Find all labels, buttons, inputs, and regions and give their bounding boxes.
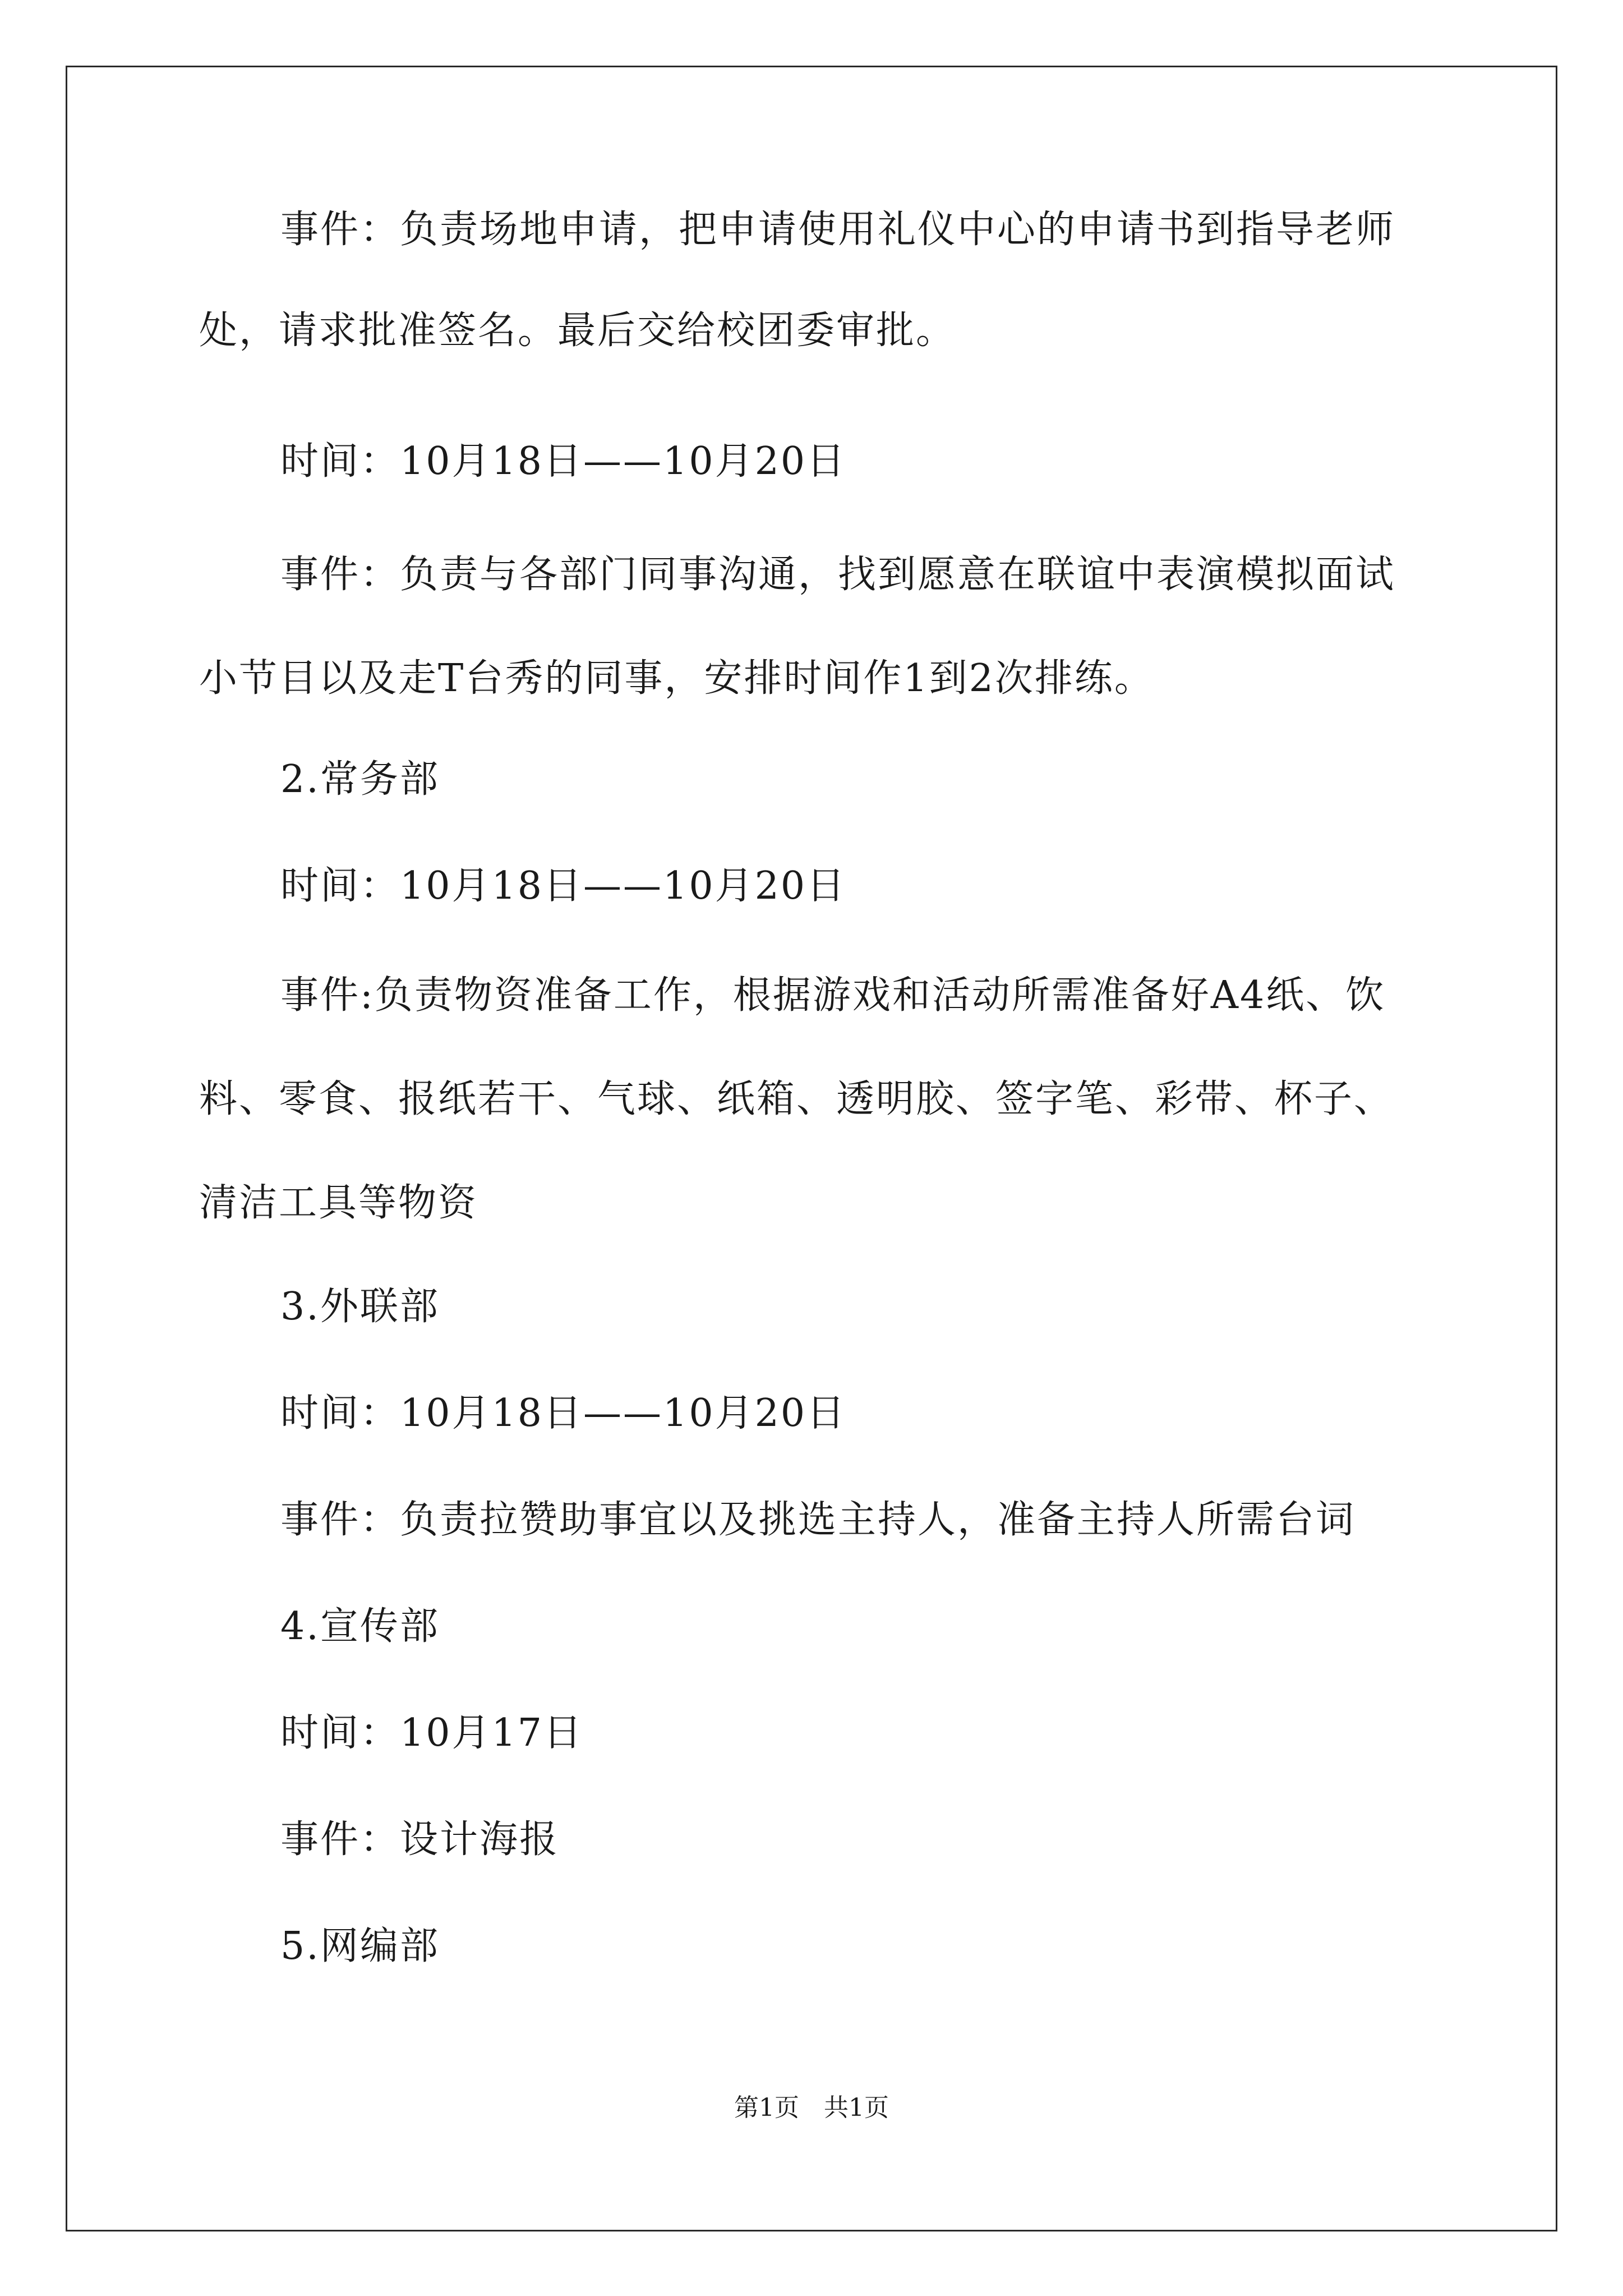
paragraph-line: 时间：10月17日 bbox=[280, 1711, 584, 1755]
paragraph-line: 时间：10月18日——10月20日 bbox=[280, 1391, 847, 1435]
page-border bbox=[66, 66, 1557, 2231]
paragraph-line: 事件：负责与各部门同事沟通，找到愿意在联谊中表演模拟面试 bbox=[280, 553, 1396, 597]
section-heading: 2.常务部 bbox=[280, 757, 440, 802]
paragraph-line: 事件：设计海报 bbox=[280, 1818, 560, 1862]
page-footer: 第1页 共1页 bbox=[734, 2093, 889, 2122]
paragraph-line: 事件:负责物资准备工作，根据游戏和活动所需准备好A4纸、饮 bbox=[280, 973, 1386, 1018]
section-heading: 5.网编部 bbox=[280, 1924, 440, 1968]
paragraph-line: 时间：10月18日——10月20日 bbox=[280, 439, 847, 484]
section-heading: 4.宣传部 bbox=[280, 1604, 440, 1649]
paragraph-line: 时间：10月18日——10月20日 bbox=[280, 864, 847, 908]
paragraph-line: 事件：负责场地申请，把申请使用礼仪中心的申请书到指导老师 bbox=[280, 208, 1396, 252]
paragraph-line: 清洁工具等物资 bbox=[199, 1181, 478, 1225]
section-heading: 3.外联部 bbox=[280, 1285, 440, 1329]
paragraph-line: 处，请求批准签名。最后交给校团委审批。 bbox=[199, 309, 956, 353]
paragraph-line: 事件：负责拉赞助事宜以及挑选主持人，准备主持人所需台词 bbox=[280, 1498, 1356, 1542]
paragraph-line: 小节目以及走T台秀的同事，安排时间作1到2次排练。 bbox=[199, 656, 1154, 701]
paragraph-line: 料、零食、报纸若干、气球、纸箱、透明胶、签字笔、彩带、杯子、 bbox=[199, 1077, 1394, 1121]
